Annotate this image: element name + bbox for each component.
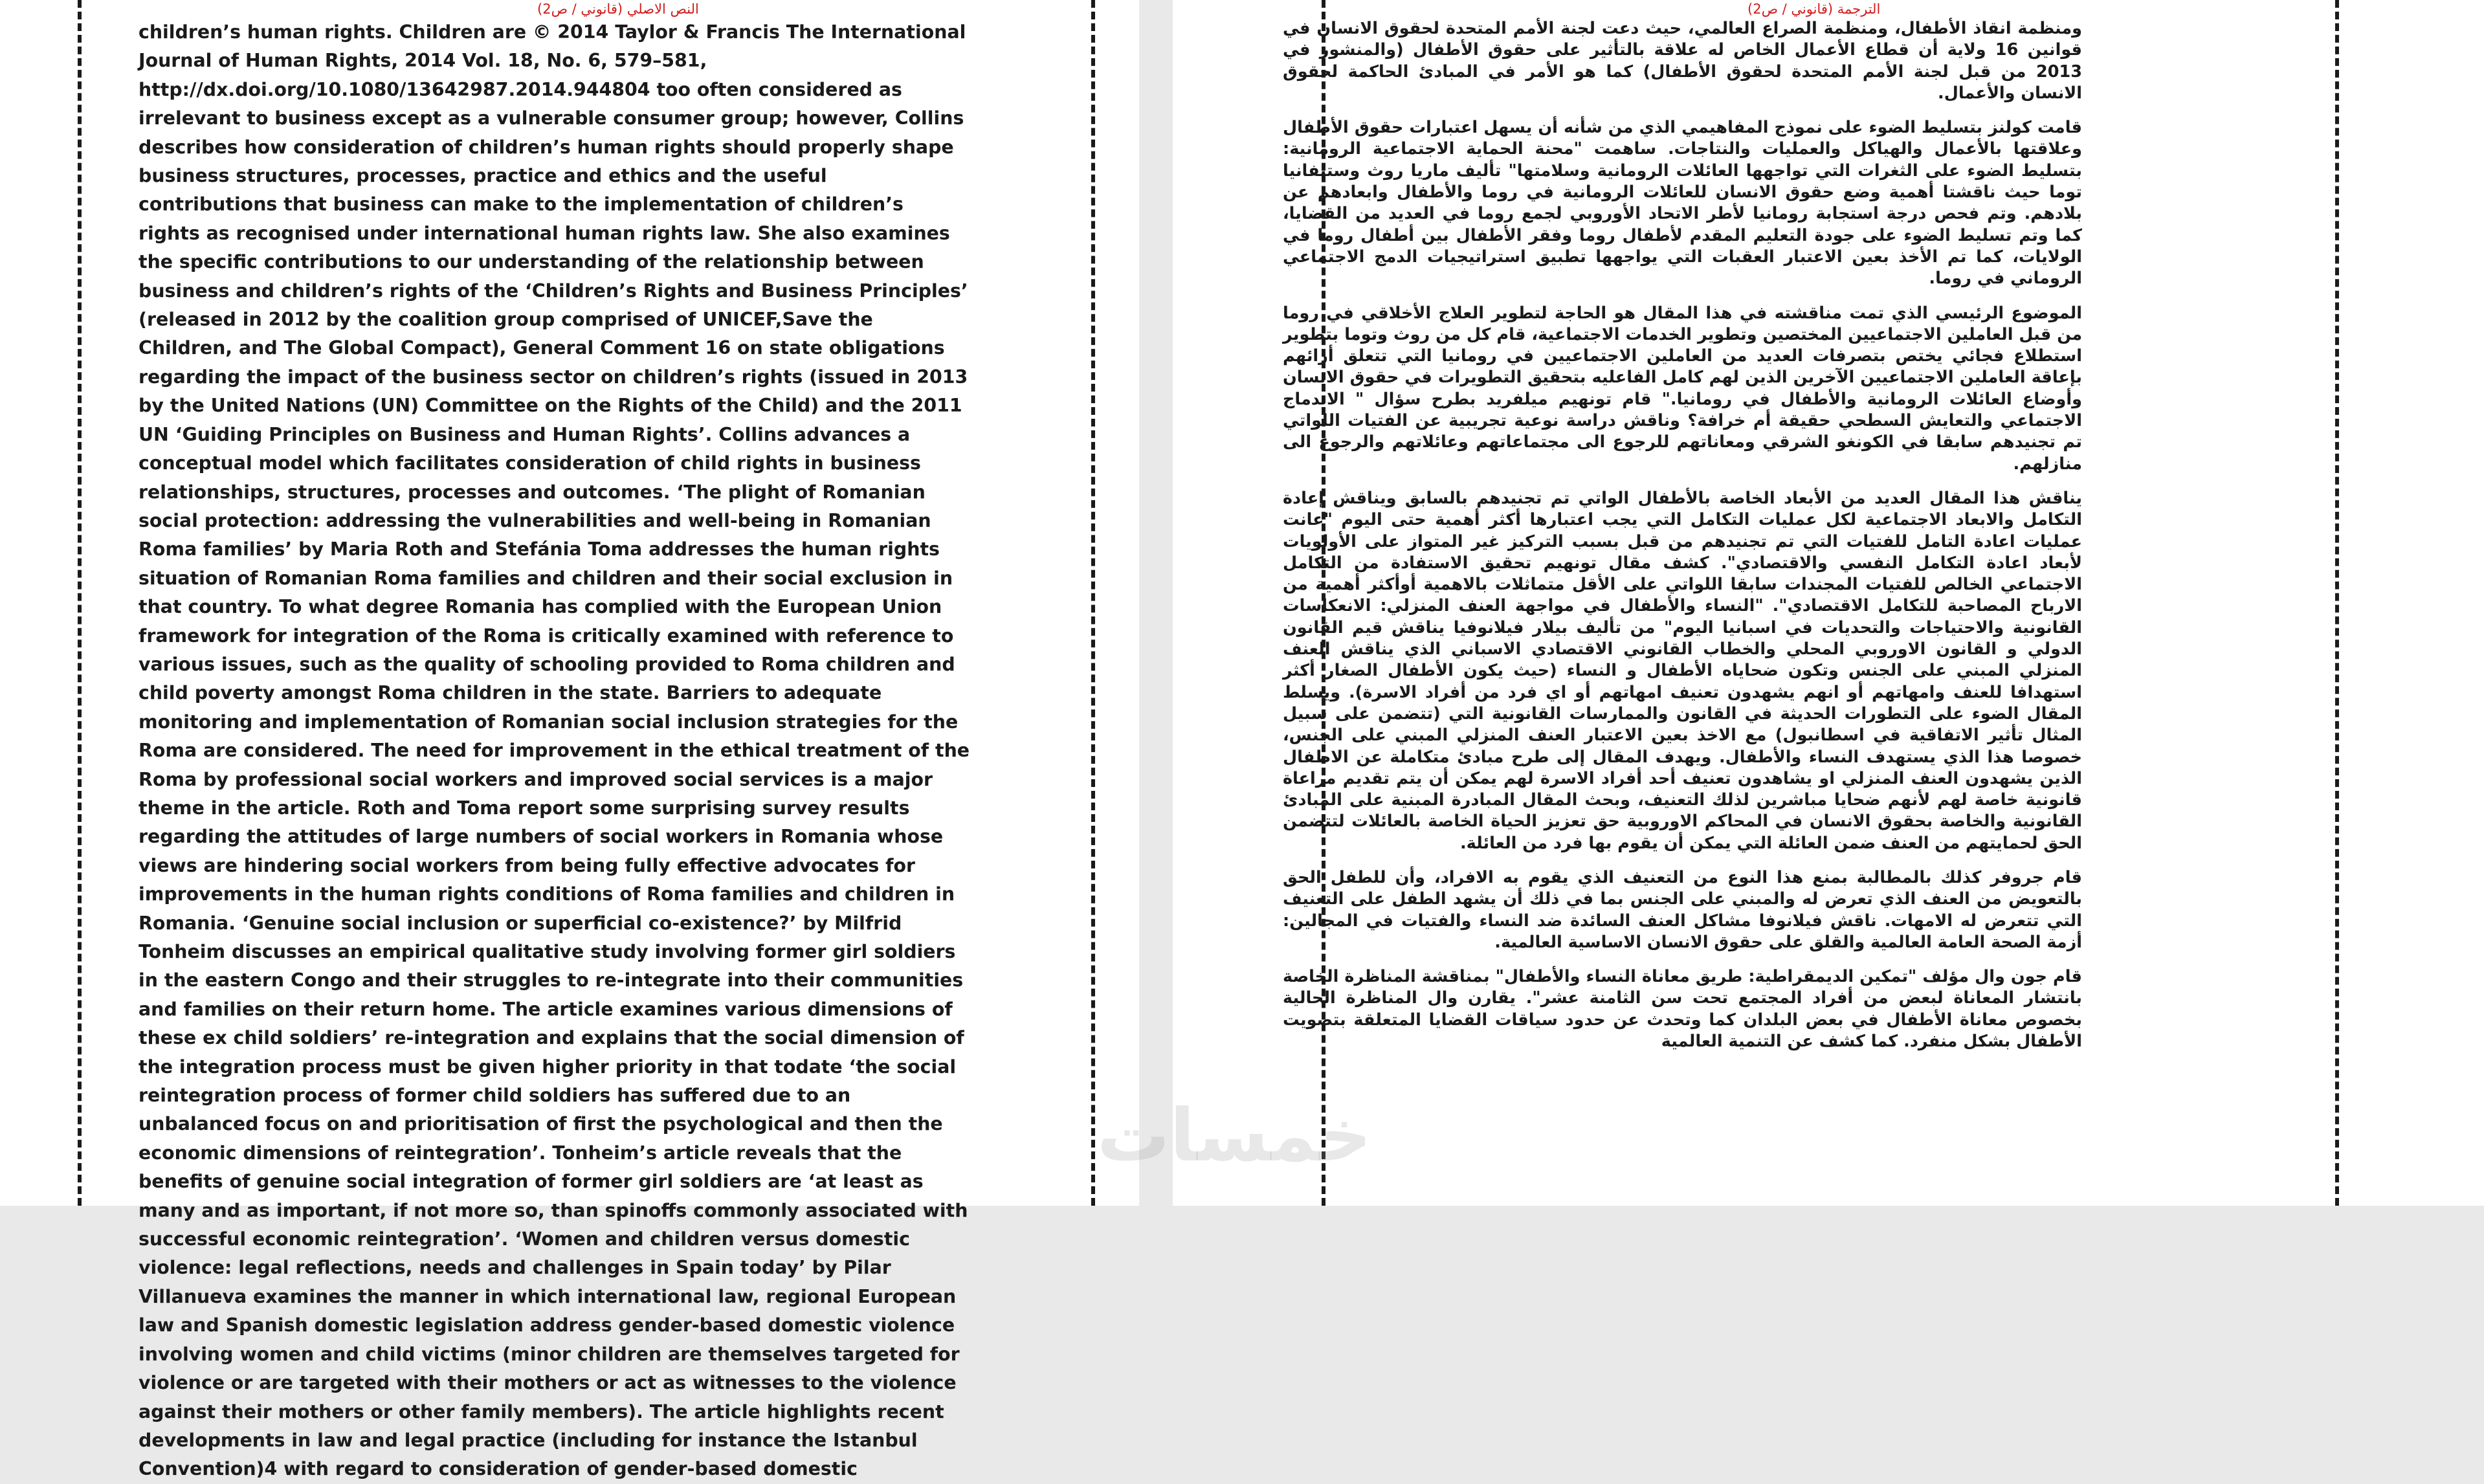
english-body-text: children’s human rights. Children are © 2014 Taylor & Francis The International Journal of Human Rights, 2014 Vol. 18, No. 6, 579–581, http://dx.doi.org/10.1080/13642987.2014.944804 too often considered as irrelevant to business except as a vulnerable consumer group; however, Collins describes how consideration of children’s human rights should properly shape business structures, processes, practice and ethics and the useful contributions that business can make to the implementation of children’s rights as recognised under international human rights law. She also examines the specific contributions to our understanding of the relationship between business and children’s rights of the ‘Children’s Rights and Business Principles’ (released in 2012 by the coalition group comprised of UNICEF,Save the Children, and The Global Compact), General Comment 16 on state obligations regarding the impact of the business sector on children’s rights (issued in 2013 by the United Nations (UN) Committee on the Rights of the Child) and the 2011 UN ‘Guiding Principles on Business and Human Rights’. Collins advances a conceptual model which facilitates consideration of child rights in business relationships, structures, processes and outcomes. ‘The plight of Romanian social protection: addressing the vulnerabilities and well-being in Romanian Roma families’ by Maria Roth and Stefánia Toma addresses the human rights situation of Romanian Roma families and children and their social exclusion in that country. To what degree Romania has complied with the European Union framework for integration of the Roma is critically examined with reference to various issues, such as the quality of schooling provided to Roma children and child poverty amongst Roma children in the state. Barriers to adequate monitoring and implementation of Romanian social inclusion strategies for the Roma are considered. The need for improvement in the ethical treatment of the Roma by professional social workers and improved social services is a major theme in the article. Roth and Toma report some surprising survey results regarding the attitudes of large numbers of social workers in Romania whose views are hindering social workers from being fully effective advocates for improvements in the human rights conditions of Roma families and children in Romania. ‘Genuine social inclusion or superficial co-existence?’ by Milfrid Tonheim discusses an empirical qualitative study involving former girl soldiers in the eastern Congo and their struggles to re-integrate into their communities and families on their return home. The article examines various dimensions of these ex child soldiers’ re-integration and explains that the social dimension of the integration process must be given higher priority in that todate ‘the social reintegration process of former child soldiers has suffered due to an unbalanced focus on and prioritisation of first the psychological and then the economic dimensions of reintegration’. Tonheim’s article reveals that the benefits of genuine social integration of former girl soldiers are ‘at least as many and as important, if not more so, than spinoffs commonly associated with successful economic reintegration’. ‘Women and children versus domestic violence: legal reflections, needs and challenges in Spain today’ by Pilar Villanueva examines the manner in which international law, regional European law and Spanish domestic legislation address gender-based domestic violence involving women and child victims (minor children are themselves targeted for violence or are targeted with their mothers or act as witnesses to the violence against their mothers or other family members). The article highlights recent developments in law and legal practice (including for instance the Istanbul Convention)4 with regard to consideration of gender-based domestic xyxy=(139,21,970,1480)
page-header: الترجمة (قانوني / ص2) xyxy=(1747,1,1881,17)
page-header: النص الاصلي (قانوني / ص2) xyxy=(537,1,699,17)
right-dashed-margin-line xyxy=(1091,0,1095,1206)
paragraph: ومنظمة انقاذ الأطفال، ومنظمة الصراع العالمي، حيث دعت لجنة الأمم المتحدة لحقوق الانسان في قوانين 16 ولاية أن قطاع الأعمال الخاص له علاقة بالتأثير على حقوق الأطفال (والمنشور في 2013 من قبل لجنة الأمم المتحدة لحقوق الأطفال) كما هو الأمر في المبادئ الحاكمة لحقوق الانسان والأعمال. xyxy=(1283,19,2083,103)
paragraph: يناقش هذا المقال العديد من الأبعاد الخاصة بالأطفال الواتي تم تجنيدهم بالسابق ويناقش إعادة التكامل والابعاد الاجتماعية لكل عمليات التكامل التي يجب اعتبارها أكثر أهمية حتى اليوم "عانت عمليات اعادة التامل للفتيات التي تم تجنيدهم من قبل بسبب التركيز غير المتواز على الأولويات لأبعاد اعادة التكامل النفسي والاقتصادي". كشف مقال تونهيم تحقيق الاستفادة من التكامل الاجتماعي الخالص للفتيات المجندات سابقا اللواتي على الأقل متماثلات بالاهمية أوأكثر أهمية من الارباح المصاحبة للتكامل الاقتصادي". "النساء والأطفال في مواجهة العنف المنزلي: الانعكاسات القانونية والاحتياجات والتحديات في اسبانيا اليوم" من تأليف بيلار فيلانوفيا يناقش قيم القانون الدولي و القانون الاوروبي المحلي والخطاب القانوني الاقتصادي الاسباني الذي يناقش العنف المنزلي المبني على الجنس وتكون ضحاياه الأطفال و النساء (حيث يكون الأطفال الصغار أكثر استهدافا للعنف وامهاتهم أو انهم يشهدون تعنيف امهاتهم أو اي فرد من أفراد الاسرة). ويسلط المقال الضوء على التطورات الحديثة في القانون والممارسات القانونية التي (تتضمن على سبيل المثال تأثير الاتفاقية في اسطانبول) مع الاخذ بعين الاعتبار العنف المنزلي المبني على الجنس، خصوصا هذا الذي يستهدف النساء والأطفال. ويهدف المقال إلى طرح مبادئ متكاملة عن الاطفال الذين يشهدون العنف المنزلي او يشاهدون تعنيف أحد أفراد الاسرة لهم يمكن أن يتم تقديم مراعاة قانونية خاصة لهم لأنهم ضحايا مباشرين لذلك التعنيف، وبحث المقال المبادرة المبنية على المبادئ القانونية والخاصة بحقوق الانسان في المحاكم الاوروبية حق تعزيز الحياة الخاصة بالعائلات لتتضمن الحق لحمايتهم من العنف ضمن العائلة التي يمكن أن يقوم بها فرد من العائلة. xyxy=(1283,488,2082,853)
paragraph: الموضوع الرئيسي الذي تمت مناقشته في هذا المقال هو الحاجة لتطوير العلاج الأخلاقي في روما من قبل العاملين الاجتماعيين المختصين وتطوير الخدمات الاجتماعية، قام كل من روث وتوما بتطوير استطلاع فجائي يختص بتصرفات العديد من العاملين الاجتماعيين في رومانيا التي تتعلق أرائهم بإعاقة العاملين الاجتماعيين الآخرين الذين لهم كامل الفاعليه بتحقيق التطويرات في حقوق الانسان وأوضاع العائلات الرومانية والأطفال في رومانيا." قام تونهيم ميلفريد بطرح سؤال " الاندماج الاجتماعي والتعايش السطحي حقيقة أم خرافة؟ وناقش دراسة نوعية تجريبية عن الفتيات اللواتي تم تجنيدهم سابقا في الكونغو الشرقي ومعاناتهم للرجوع الى مجتماعاتهم وعائلاتهم والرجوع الى منازلهم. xyxy=(1283,303,2082,474)
left-dashed-margin-line xyxy=(78,0,82,1206)
watermark-logo: خمسات xyxy=(1097,1094,1372,1178)
translation-page xyxy=(1173,0,2484,1206)
original-text-page xyxy=(0,0,1139,1480)
paragraph: قام جون وال مؤلف "تمكين الديمقراطية: طريق معاناة النساء والأطفال" بمناقشة المناظرة الخاصة بانتشار المعاناة لبعض من أفراد المجتمع تحت سن الثامنة عشر". يقارن وال المناظرة الحالية بخصوص معاناة الأطفال في بعض البلدان كما وتحدث عن حدود سياقات القضايا المتعلقة بتصويت الأطفال بشكل منفرد. كما كشف عن التنمية العالمية xyxy=(1283,967,2082,1052)
paragraph: قامت كولنز بتسليط الضوء على نموذج المفاهيمي الذي من شأنه أن يسهل اعتبارات حقوق الأطفال وعلاقتها بالأعمال والهياكل والعمليات والنتاجات. ساهمت "محنة الحماية الاجتماعية الرومانية: بتسليط الضوء على الثغرات التي تواجهها العائلات الرومانية وسلامتها" تأليف ماريا روث وستيفانيا توما حيث ناقشتا أهمية وضع حقوق الانسان للعائلات الرومانية في روما والأطفال وابعادهم عن بلادهم. وتم فحص درجة استجابة رومانيا لأطر الاتحاد الأوروبي لجمع روما في العديد من القضايا، كما وتم تسليط الضوء على جودة التعليم المقدم لأطفال روما وفقر الأطفال بين أطفال روما في الولايات، كما تم الأخذ بعين الاعتبار العقبات التي يواجهها تطبيق استراتيجيات الدمج الاجتماعي الروماني في روما. xyxy=(1283,118,2082,289)
paragraph: قام جروفر كذلك بالمطالبة بمنع هذا النوع من التعنيف الذي يقوم به الافراد، وأن للطفل الحق بالتعويض من العنف الذي تعرض له والمبني على الجنس بما في ذلك أن يشهد الطفل على التعنيف التي تتعرض له الامهات. ناقش فيلانوفا مشاكل العنف السائدة ضد النساء والفتيات في المجالين: أزمة الصحة العامة العالمية والقلق على حقوق الانسان الاساسية العالمية. xyxy=(1283,867,2082,952)
arabic-body-text xyxy=(1283,18,2082,1065)
right-dashed-margin-line xyxy=(2335,0,2339,1206)
